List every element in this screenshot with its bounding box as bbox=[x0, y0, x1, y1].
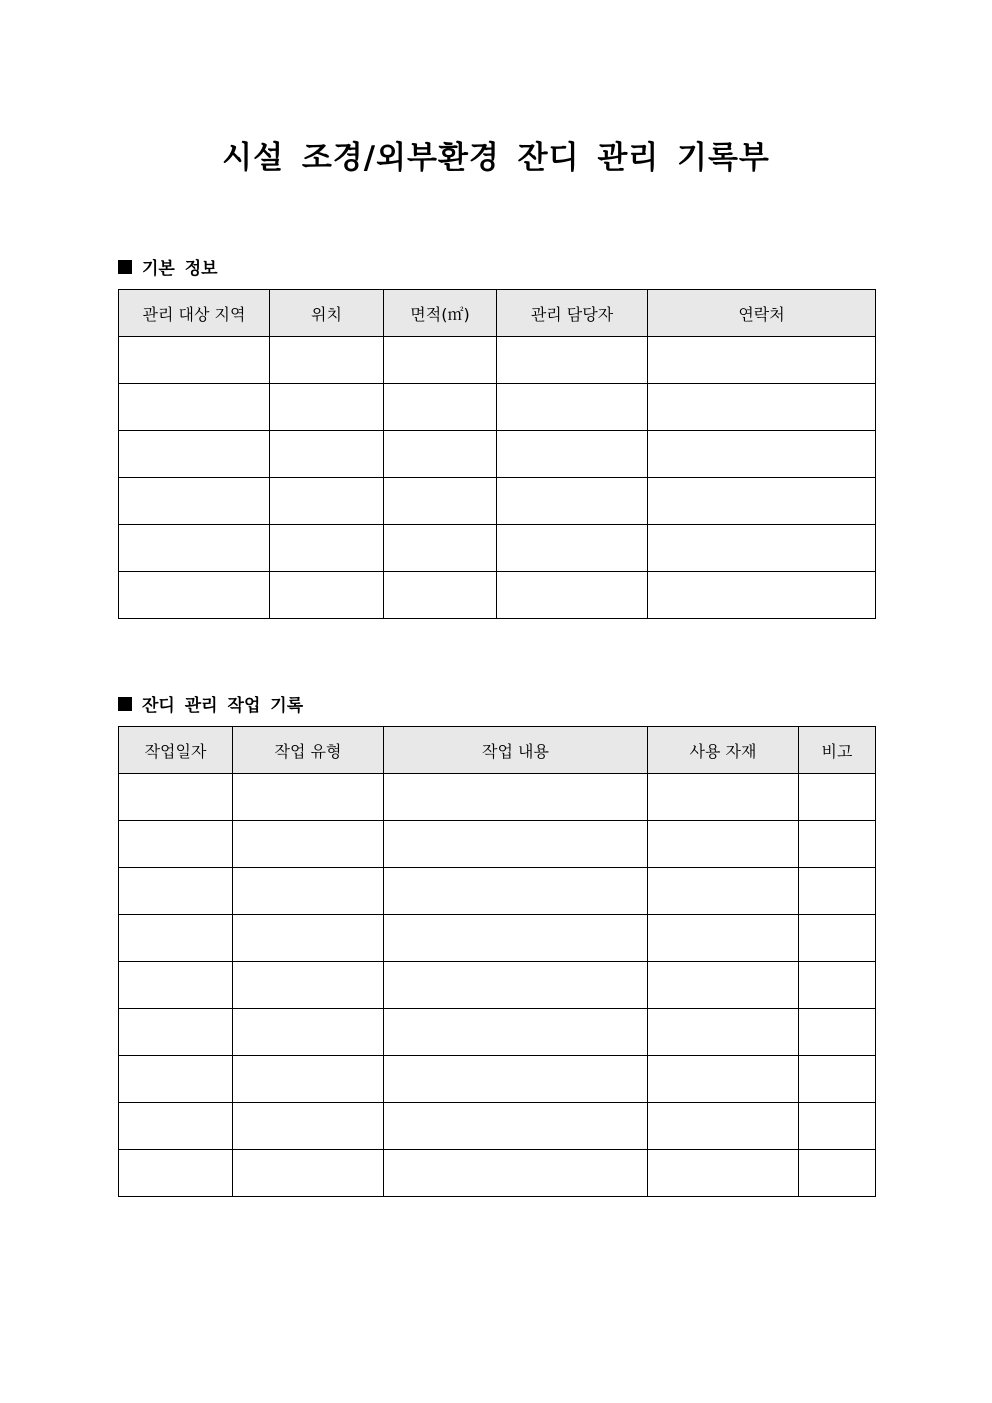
table-cell[interactable] bbox=[497, 337, 648, 384]
table-cell[interactable] bbox=[233, 821, 384, 868]
table-cell[interactable] bbox=[384, 1103, 648, 1150]
square-bullet-icon bbox=[118, 697, 132, 711]
table-cell[interactable] bbox=[119, 478, 270, 525]
table-cell[interactable] bbox=[799, 821, 876, 868]
table-cell[interactable] bbox=[648, 1150, 799, 1197]
table-cell[interactable] bbox=[119, 1009, 233, 1056]
table-header-row bbox=[119, 290, 876, 337]
table-cell[interactable] bbox=[799, 915, 876, 962]
table-cell[interactable] bbox=[270, 572, 384, 619]
table-row bbox=[119, 821, 876, 868]
table-cell[interactable] bbox=[497, 384, 648, 431]
table-cell[interactable] bbox=[233, 962, 384, 1009]
table-row bbox=[119, 1103, 876, 1150]
table-row bbox=[119, 525, 876, 572]
table-cell[interactable] bbox=[119, 384, 270, 431]
table-cell[interactable] bbox=[270, 337, 384, 384]
table-row bbox=[119, 1009, 876, 1056]
table-cell[interactable] bbox=[233, 1103, 384, 1150]
table-cell[interactable] bbox=[799, 1056, 876, 1103]
table-cell[interactable] bbox=[497, 572, 648, 619]
table-row bbox=[119, 915, 876, 962]
table-cell[interactable] bbox=[384, 525, 497, 572]
table-row bbox=[119, 478, 876, 525]
table-row bbox=[119, 774, 876, 821]
table-row bbox=[119, 384, 876, 431]
table-cell[interactable] bbox=[384, 1056, 648, 1103]
table-header-row bbox=[119, 727, 876, 774]
table-cell[interactable] bbox=[119, 1056, 233, 1103]
table-cell[interactable] bbox=[799, 1009, 876, 1056]
table-row bbox=[119, 572, 876, 619]
table-cell[interactable] bbox=[497, 478, 648, 525]
table-cell[interactable] bbox=[799, 962, 876, 1009]
column-header: 관리 담당자 bbox=[497, 290, 648, 337]
table-cell[interactable] bbox=[270, 525, 384, 572]
table-cell[interactable] bbox=[799, 868, 876, 915]
column-header: 작업일자 bbox=[119, 727, 233, 774]
column-header: 관리 대상 지역 bbox=[119, 290, 270, 337]
table-row bbox=[119, 868, 876, 915]
table-cell[interactable] bbox=[119, 337, 270, 384]
section-heading-work-log bbox=[118, 691, 303, 716]
table-cell[interactable] bbox=[119, 774, 233, 821]
table-cell[interactable] bbox=[119, 525, 270, 572]
table-cell[interactable] bbox=[233, 1150, 384, 1197]
section-heading-basic-info bbox=[118, 254, 218, 279]
column-header: 작업 내용 bbox=[384, 727, 648, 774]
table-cell[interactable] bbox=[648, 774, 799, 821]
table-cell[interactable] bbox=[648, 1056, 799, 1103]
table-row bbox=[119, 1150, 876, 1197]
table-cell[interactable] bbox=[119, 1150, 233, 1197]
table-cell[interactable] bbox=[648, 821, 799, 868]
table-cell[interactable] bbox=[799, 1103, 876, 1150]
table-cell[interactable] bbox=[648, 337, 876, 384]
table-cell[interactable] bbox=[384, 1150, 648, 1197]
table-cell[interactable] bbox=[384, 774, 648, 821]
table-cell[interactable] bbox=[648, 915, 799, 962]
table-cell[interactable] bbox=[648, 525, 876, 572]
table-cell[interactable] bbox=[648, 478, 876, 525]
section-heading-label: 잔디 관리 작업 기록 bbox=[142, 696, 304, 716]
table-cell[interactable] bbox=[270, 478, 384, 525]
table-cell[interactable] bbox=[648, 962, 799, 1009]
table-cell[interactable] bbox=[799, 774, 876, 821]
table-cell[interactable] bbox=[384, 384, 497, 431]
table-cell[interactable] bbox=[119, 572, 270, 619]
table-cell[interactable] bbox=[384, 915, 648, 962]
column-header: 연락처 bbox=[648, 290, 876, 337]
section-heading-label: 기본 정보 bbox=[142, 259, 218, 279]
table-cell[interactable] bbox=[119, 915, 233, 962]
column-header: 작업 유형 bbox=[233, 727, 384, 774]
table-cell[interactable] bbox=[119, 868, 233, 915]
basic-info-table bbox=[118, 289, 876, 619]
table-cell[interactable] bbox=[384, 821, 648, 868]
table-cell[interactable] bbox=[648, 572, 876, 619]
table-cell[interactable] bbox=[119, 431, 270, 478]
table-cell[interactable] bbox=[648, 384, 876, 431]
table-cell[interactable] bbox=[233, 774, 384, 821]
table-cell[interactable] bbox=[384, 572, 497, 619]
table-cell[interactable] bbox=[384, 478, 497, 525]
table-cell[interactable] bbox=[384, 337, 497, 384]
table-cell[interactable] bbox=[233, 915, 384, 962]
table-cell[interactable] bbox=[384, 1009, 648, 1056]
column-header: 면적(㎡) bbox=[384, 290, 497, 337]
table-cell[interactable] bbox=[270, 384, 384, 431]
table-cell[interactable] bbox=[233, 1009, 384, 1056]
table-cell[interactable] bbox=[233, 1056, 384, 1103]
table-cell[interactable] bbox=[648, 1103, 799, 1150]
table-cell[interactable] bbox=[270, 431, 384, 478]
table-cell[interactable] bbox=[384, 868, 648, 915]
table-cell[interactable] bbox=[648, 1009, 799, 1056]
column-header: 위치 bbox=[270, 290, 384, 337]
table-row bbox=[119, 1056, 876, 1103]
table-row bbox=[119, 431, 876, 478]
table-row bbox=[119, 337, 876, 384]
table-cell[interactable] bbox=[384, 962, 648, 1009]
table-row bbox=[119, 962, 876, 1009]
table-cell[interactable] bbox=[497, 525, 648, 572]
table-cell[interactable] bbox=[799, 1150, 876, 1197]
document-title: 시설 조경/외부환경 잔디 관리 기록부 bbox=[222, 140, 770, 176]
table-cell[interactable] bbox=[497, 431, 648, 478]
square-bullet-icon bbox=[118, 260, 132, 274]
column-header: 비고 bbox=[799, 727, 876, 774]
table-cell[interactable] bbox=[119, 962, 233, 1009]
table-cell[interactable] bbox=[119, 1103, 233, 1150]
work-log-table bbox=[118, 726, 876, 1197]
table-cell[interactable] bbox=[384, 431, 497, 478]
table-cell[interactable] bbox=[119, 821, 233, 868]
table-cell[interactable] bbox=[648, 868, 799, 915]
table-cell[interactable] bbox=[233, 868, 384, 915]
table-cell[interactable] bbox=[648, 431, 876, 478]
column-header: 사용 자재 bbox=[648, 727, 799, 774]
